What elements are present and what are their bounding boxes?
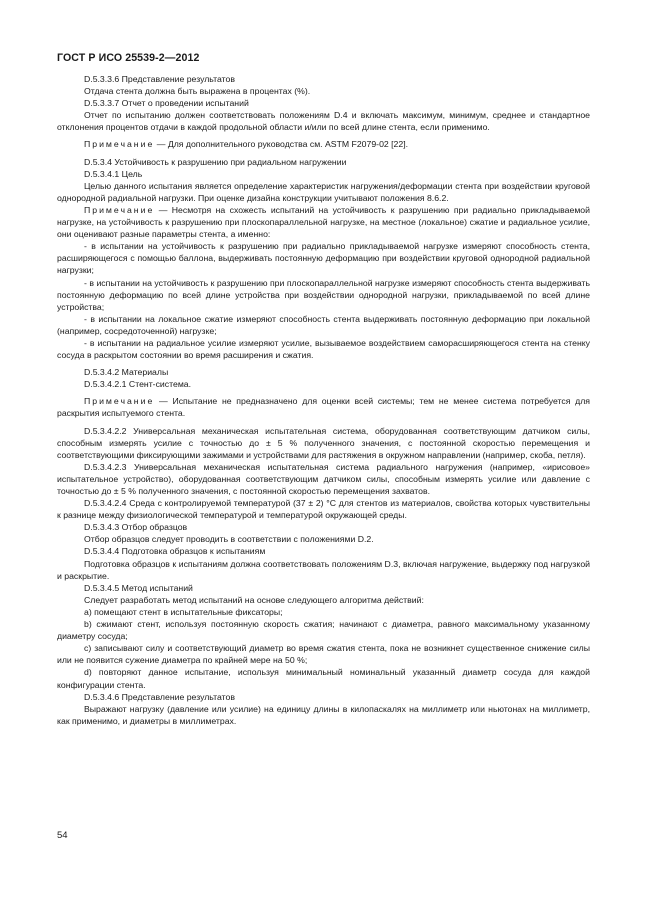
paragraph: Выражают нагрузку (давление или усилие) на единицу длины в килопаскалях на миллиметр или ньютонах на миллиметр, как применимо, и диаметры в миллиметрах. bbox=[57, 703, 590, 726]
paragraph: Отбор образцов следует проводить в соответствии с положениями D.2. bbox=[84, 534, 374, 545]
note bbox=[57, 395, 590, 419]
paragraph: D.5.3.4.2.2 Универсальная механическая испытательная система, оборудованная соответствующим датчиком силы, способным измерять усилие с точностью до ± 5 % полученного значения, с постоянной скоростью перемещения и соответствующими фиксирующими зажимами и устройствами для растяжения в окружном направлении (например, скоба, петля). bbox=[57, 425, 590, 460]
list-item: - в испытании на локальное сжатие измеряют способность стента выдерживать постоянную деформацию при локальной (например, сосредоточенной) нагрузке; bbox=[57, 313, 590, 336]
paragraph: Подготовка образцов к испытаниям должна соответствовать положениям D.3, включая нагружение, выдержку под нагрузкой и раскрытие. bbox=[57, 558, 590, 581]
section-heading: D.5.3.4.5 Метод испытаний bbox=[84, 582, 193, 593]
paragraph: D.5.3.4.2.3 Универсальная механическая испытательная система радиального нагружения (например, «ирисовое» испытательное устройство), оборудованная соответствующим датчиком силы, способным измерять усилие или давление с точностью до ± 5 % полученного значения, с постоянной скоростью перемещения захватов. bbox=[57, 461, 590, 496]
note-text: — Испытание не предназначено для оценки всей системы; тем не менее система потребуется для раскрытия испытуемого стента. bbox=[57, 396, 591, 419]
list-item: - в испытании на радиальное усилие измеряют усилие, вызываемое воздействием саморасширяющегося стента на стенку сосуда в раскрытом состоянии во время расширения и сжатия. bbox=[57, 337, 590, 361]
list-item: d) повторяют данное испытание, используя минимальный номинальный указанный диаметр сосуда для каждой конфигурации стента. bbox=[57, 667, 590, 690]
note-label: Примечание bbox=[84, 204, 155, 215]
section-heading: D.5.3.4.2.1 Стент-система. bbox=[84, 379, 192, 390]
paragraph: Отчет по испытанию должен соответствовать положениям D.4 и включать максимум, минимум, среднее и стандартное отклонения процентов отдачи в каждой продольной области и/или по всей длине стента, если применимо. bbox=[57, 110, 590, 133]
note bbox=[57, 204, 590, 240]
section-heading: D.5.3.4.3 Отбор образцов bbox=[84, 522, 188, 533]
list-item: - в испытании на устойчивость к разрушению при радиально прикладываемой нагрузке измеряют способность стента, расширяющегося с помощью баллона, выдерживать постоянную деформацию при воздействии круговой однородной радиальной нагрузки; bbox=[57, 241, 590, 276]
note bbox=[57, 138, 590, 150]
list-item: a) помещают стент в испытательные фиксаторы; bbox=[84, 606, 283, 617]
note-label: Примечание bbox=[84, 396, 155, 407]
page-body bbox=[57, 73, 590, 727]
section-heading: D.5.3.4.2 Материалы bbox=[84, 367, 169, 378]
section-heading: D.5.3.3.7 Отчет о проведении испытаний bbox=[84, 98, 249, 109]
paragraph: D.5.3.4.2.4 Среда с контролируемой температурой (37 ± 2) °C для стентов из материалов, свойства которых чувствительны к разнице между физиологической температурой и температурой окружающей среды. bbox=[57, 498, 590, 521]
page-number: 54 bbox=[57, 830, 68, 841]
section-heading: D.5.3.4.6 Представление результатов bbox=[84, 691, 235, 702]
note-label: Примечание bbox=[84, 139, 155, 150]
page-header: ГОСТ Р ИСО 25539-2—2012 bbox=[57, 52, 200, 64]
paragraph: Целью данного испытания является определение характеристик нагружения/деформации стента при воздействии круговой однородной радиальной нагрузки. При оценке дизайна конструкции учитывают положения 8.6.2. bbox=[57, 180, 590, 203]
paragraph: Отдача стента должна быть выражена в процентах (%). bbox=[84, 86, 311, 97]
note-text: — Несмотря на схожесть испытаний на устойчивость к разрушению при радиально прикладываемой нагрузке, на устойчивость к разрушению при плоскопараллельной нагрузке, на местное (локальное) сжатие и радиальное усилие, они оценивают разные параметры стента, а именно: bbox=[57, 204, 590, 240]
section-heading: D.5.3.4.4 Подготовка образцов к испытаниям bbox=[84, 546, 266, 557]
section-heading: D.5.3.4.1 Цель bbox=[84, 168, 143, 179]
note-text: — Для дополнительного руководства см. ASTM F2079-02 [22]. bbox=[156, 139, 409, 150]
list-item: b) сжимают стент, используя постоянную скорость сжатия; начинают с диаметра, равного максимальному указанному диаметру сосуда; bbox=[57, 619, 590, 642]
section-heading: D.5.3.3.6 Представление результатов bbox=[84, 74, 235, 84]
section-heading: D.5.3.4 Устойчивость к разрушению при радиальном нагружении bbox=[84, 156, 347, 167]
list-item: c) записывают силу и соответствующий диаметр во время сжатия стента, пока не возникнет существенное снижение силы или не появится сужение диаметра по крайней мере на 50 %; bbox=[57, 643, 590, 666]
paragraph: Следует разработать метод испытаний на основе следующего алгоритма действий: bbox=[84, 594, 424, 605]
list-item: - в испытании на устойчивость к разрушению при плоскопараллельной нагрузке измеряют способность стента выдерживать постоянную деформацию по всей длине устройства при воздействии однородной нагрузки, прикладываемой по всей длине устройства; bbox=[57, 277, 590, 312]
